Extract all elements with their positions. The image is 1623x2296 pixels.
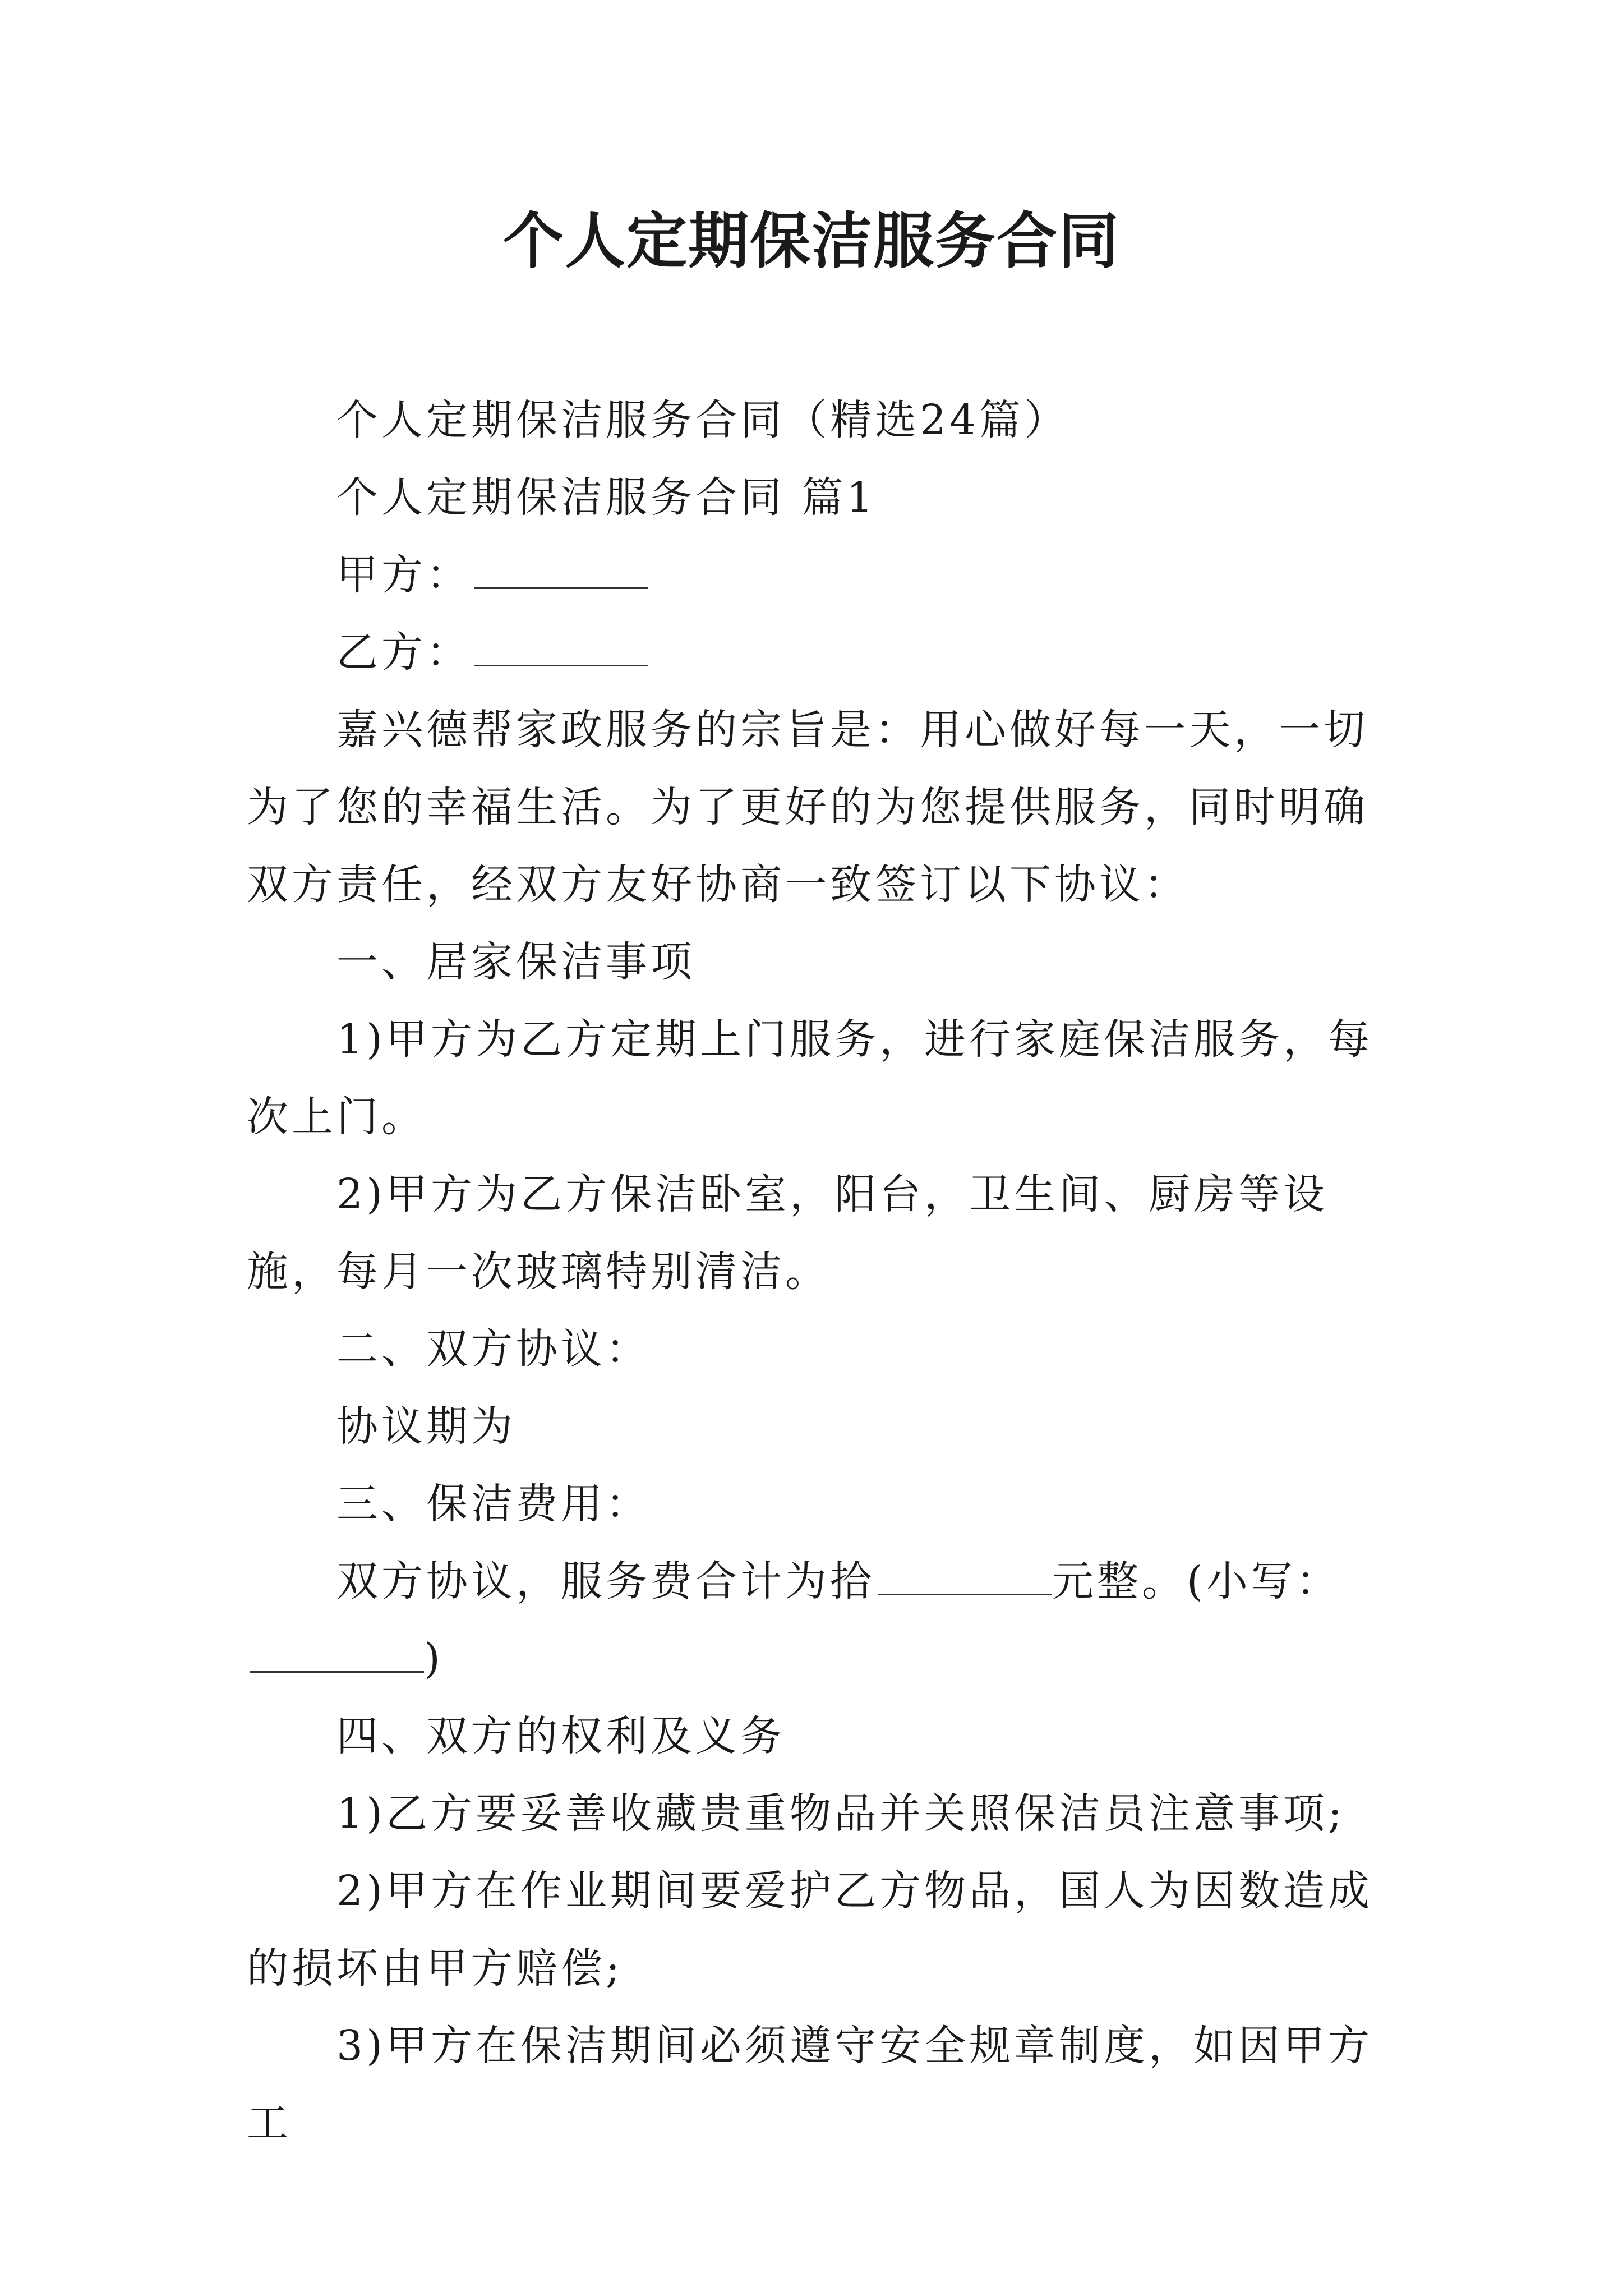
party-a-blank: [474, 546, 648, 589]
intro-paragraph: 嘉兴德帮家政服务的宗旨是：用心做好每一天，一切为了您的幸福生活。为了更好的为您提供服务，同时明确双方责任，经双方友好协商一致签订以下协议：: [247, 706, 1368, 909]
fee-paragraph: [247, 1543, 1391, 1697]
subtitle-collection: 个人定期保洁服务合同（精选24篇）: [336, 396, 1069, 444]
fee-text-3: ): [424, 1635, 444, 1683]
party-b-line: [247, 614, 1391, 691]
section-1-heading: 一、居家保洁事项: [336, 938, 695, 986]
fee-text-2: 元整。(小写：: [1052, 1557, 1341, 1605]
section-4-item-1: 1)乙方要妥善收藏贵重物品并关照保洁员注意事项;: [336, 1789, 1345, 1838]
party-a-line: [247, 536, 1391, 614]
fee-text-1: 双方协议，服务费合计为拾: [336, 1557, 875, 1605]
party-b-label: 乙方：: [336, 628, 471, 677]
document-title: 个人定期保洁服务合同: [502, 206, 1120, 277]
fee-amount-blank: [878, 1552, 1052, 1595]
section-2-heading: 二、双方协议：: [336, 1325, 651, 1373]
document-body: [247, 381, 1391, 2162]
section-4-heading: 四、双方的权利及义务: [336, 1712, 785, 1760]
party-b-blank: [474, 623, 648, 666]
section-3-heading: 三、保洁费用：: [336, 1480, 651, 1528]
subtitle-article: 个人定期保洁服务合同 篇1: [336, 473, 877, 522]
section-1-item-1: 1)甲方为乙方定期上门服务，进行家庭保洁服务，每次上门。: [247, 1015, 1373, 1141]
section-4-item-3: 3)甲方在保洁期间必须遵守安全规章制度，如因甲方工: [247, 2022, 1373, 2147]
section-2-text: 协议期为: [336, 1402, 516, 1451]
section-4-item-2: 2)甲方在作业期间要爱护乙方物品，国人为因数造成的损坏由甲方赔偿;: [247, 1867, 1373, 1993]
section-1-item-2: 2)甲方为乙方保洁卧室，阳台，卫生间、厨房等设施，每月一次玻璃特别清洁。: [247, 1170, 1328, 1296]
fee-small-blank: [250, 1630, 424, 1673]
party-a-label: 甲方：: [336, 551, 471, 599]
